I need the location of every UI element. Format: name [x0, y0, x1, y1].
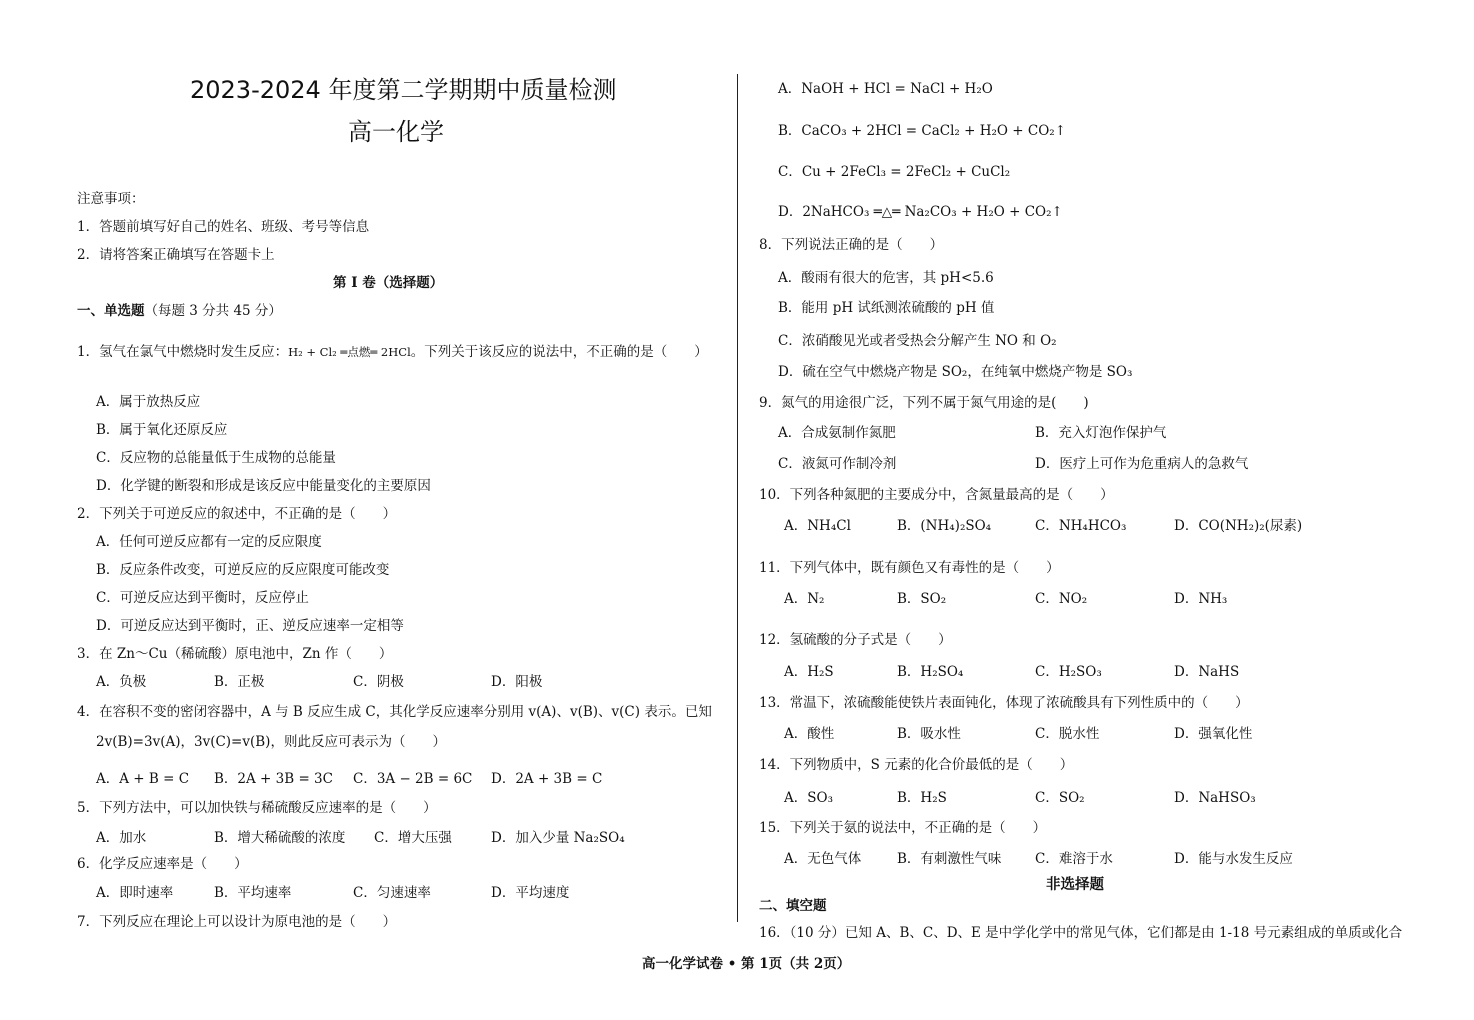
option: C．浓硝酸见光或者受热会分解产生 NO 和 O₂ [778, 333, 1057, 349]
reaction-equation: H₂ + Cl₂ ═点燃═ 2HCl [288, 345, 411, 359]
option: C．匀速速率 [353, 885, 431, 901]
option: D．可逆反应达到平衡时，正、逆反应速率一定相等 [96, 618, 404, 634]
part-label: 二、填空题 [759, 898, 827, 914]
option: C．增大压强 [374, 830, 452, 846]
option: D．NH₃ [1174, 591, 1228, 607]
question-stem: 7．下列反应在理论上可以设计为原电池的是（ ） [77, 914, 397, 930]
section-title: 非选择题 [1046, 876, 1104, 893]
question-stem: 8．下列说法正确的是（ ） [759, 237, 944, 253]
option: A．即时速率 [96, 885, 174, 901]
option: B．能用 pH 试纸测浓硫酸的 pH 值 [778, 300, 995, 316]
option: D．平均速度 [491, 885, 570, 901]
option: D．医疗上可作为危重病人的急救气 [1035, 456, 1249, 472]
option: A．合成氨制作氮肥 [778, 425, 896, 441]
question-stem: 12．氢硫酸的分子式是（ ） [759, 632, 952, 648]
exam-subject: 高一化学 [348, 118, 444, 146]
note-item: 2．请将答案正确填写在答题卡上 [77, 247, 275, 263]
option: A．H₂S [784, 664, 834, 680]
part-label: 一、单选题 [77, 303, 145, 319]
option: C．H₂SO₃ [1035, 664, 1102, 680]
question-stem: 13．常温下，浓硫酸能使铁片表面钝化，体现了浓硫酸具有下列性质中的（ ） [759, 695, 1249, 711]
option: C．难溶于水 [1035, 851, 1113, 867]
option: D．CO(NH₂)₂(尿素) [1174, 518, 1303, 534]
option: B．SO₂ [897, 591, 947, 607]
option: C．Cu + 2FeCl₃ = 2FeCl₂ + CuCl₂ [778, 164, 1011, 180]
option: D．2NaHCO₃ ═△═ Na₂CO₃ + H₂O + CO₂↑ [778, 204, 1063, 220]
option: D．硫在空气中燃烧产物是 SO₂，在纯氧中燃烧产物是 SO₃ [778, 364, 1133, 380]
option: A．SO₃ [784, 790, 833, 806]
option: B．(NH₄)₂SO₄ [897, 518, 992, 534]
option: B．增大稀硫酸的浓度 [214, 830, 346, 846]
question-stem: 4．在容积不变的密闭容器中，A 与 B 反应生成 C，其化学反应速率分别用 v(A)、v(B)、v(C) 表示。已知 [77, 704, 712, 720]
question-stem: 6．化学反应速率是（ ） [77, 856, 248, 872]
q1-pre: 1．氢气在氯气中燃烧时发生反应： [77, 344, 289, 360]
option: D．能与水发生反应 [1174, 851, 1293, 867]
option: A．NaOH + HCl = NaCl + H₂O [778, 81, 993, 97]
question-stem: 15．下列关于氨的说法中，不正确的是（ ） [759, 820, 1047, 836]
question-stem: 5．下列方法中，可以加快铁与稀硫酸反应速率的是（ ） [77, 800, 437, 816]
question-stem: 11．下列气体中，既有颜色又有毒性的是（ ） [759, 560, 1060, 576]
option: A．加水 [96, 830, 147, 846]
option: C．可逆反应达到平衡时，反应停止 [96, 590, 309, 606]
question-stem [77, 344, 708, 360]
option: B．2A + 3B = 3C [214, 771, 333, 787]
q1-post: 。下列关于该反应的说法中，不正确的是（ ） [410, 344, 708, 360]
option: A．NH₄Cl [784, 518, 851, 534]
option: B．平均速率 [214, 885, 292, 901]
option: C．SO₂ [1035, 790, 1085, 806]
option: B．属于氧化还原反应 [96, 422, 228, 438]
part-heading [77, 303, 282, 319]
note-item: 1．答题前填写好自己的姓名、班级、考号等信息 [77, 219, 370, 235]
question-stem: 9．氮气的用途很广泛，下列不属于氮气用途的是( ) [759, 395, 1089, 411]
option: C．液氮可作制冷剂 [778, 456, 897, 472]
option: B．H₂S [897, 790, 947, 806]
option: D．化学键的断裂和形成是该反应中能量变化的主要原因 [96, 478, 431, 494]
question-stem: 2．下列关于可逆反应的叙述中，不正确的是（ ） [77, 506, 397, 522]
question-stem: 10．下列各种氮肥的主要成分中，含氮量最高的是（ ） [759, 487, 1114, 503]
part-desc: （每题 3 分共 45 分） [144, 303, 282, 319]
option: D．NaHS [1174, 664, 1240, 680]
option: D．阳极 [491, 674, 543, 690]
page-footer: 高一化学试卷 • 第 1页（共 2页） [642, 956, 851, 972]
option: D．强氧化性 [1174, 726, 1253, 742]
question-stem: 3．在 Zn～Cu（稀硫酸）原电池中，Zn 作（ ） [77, 646, 393, 662]
option: B．正极 [214, 674, 265, 690]
option: C．NH₄HCO₃ [1035, 518, 1127, 534]
option: B．吸水性 [897, 726, 961, 742]
option: A．N₂ [784, 591, 825, 607]
option: C．脱水性 [1035, 726, 1100, 742]
option: B．CaCO₃ + 2HCl = CaCl₂ + H₂O + CO₂↑ [778, 123, 1067, 139]
option: C．NO₂ [1035, 591, 1088, 607]
section-title: 第 I 卷（选择题） [333, 275, 444, 291]
notes-heading: 注意事项： [77, 191, 145, 207]
column-divider [737, 74, 738, 922]
option: A．无色气体 [784, 851, 862, 867]
option: D．2A + 3B = C [491, 771, 603, 787]
option: A．属于放热反应 [96, 394, 201, 410]
option: A．A + B = C [96, 771, 190, 787]
option: B．反应条件改变，可逆反应的反应限度可能改变 [96, 562, 390, 578]
option: C．反应物的总能量低于生成物的总能量 [96, 450, 336, 466]
question-stem-cont: 2v(B)=3v(A)，3v(C)=v(B)，则此反应可表示为（ ） [96, 734, 446, 750]
question-stem: 16．（10 分）已知 A、B、C、D、E 是中学化学中的常见气体，它们都是由 1-18 号元素组成的单质或化合 [759, 925, 1403, 941]
exam-title: 2023-2024 年度第二学期期中质量检测 [190, 76, 617, 104]
option: A．酸雨有很大的危害，其 pH<5.6 [778, 270, 994, 286]
option: A．酸性 [784, 726, 835, 742]
option: D．加入少量 Na₂SO₄ [491, 830, 625, 846]
question-stem: 14．下列物质中，S 元素的化合价最低的是（ ） [759, 757, 1074, 773]
option: A．负极 [96, 674, 147, 690]
option: A．任何可逆反应都有一定的反应限度 [96, 534, 322, 550]
option: D．NaHSO₃ [1174, 790, 1256, 806]
option: C．阴极 [353, 674, 404, 690]
option: B．有刺激性气味 [897, 851, 1002, 867]
option: B．H₂SO₄ [897, 664, 964, 680]
option: B．充入灯泡作保护气 [1035, 425, 1167, 441]
option: C．3A − 2B = 6C [353, 771, 473, 787]
